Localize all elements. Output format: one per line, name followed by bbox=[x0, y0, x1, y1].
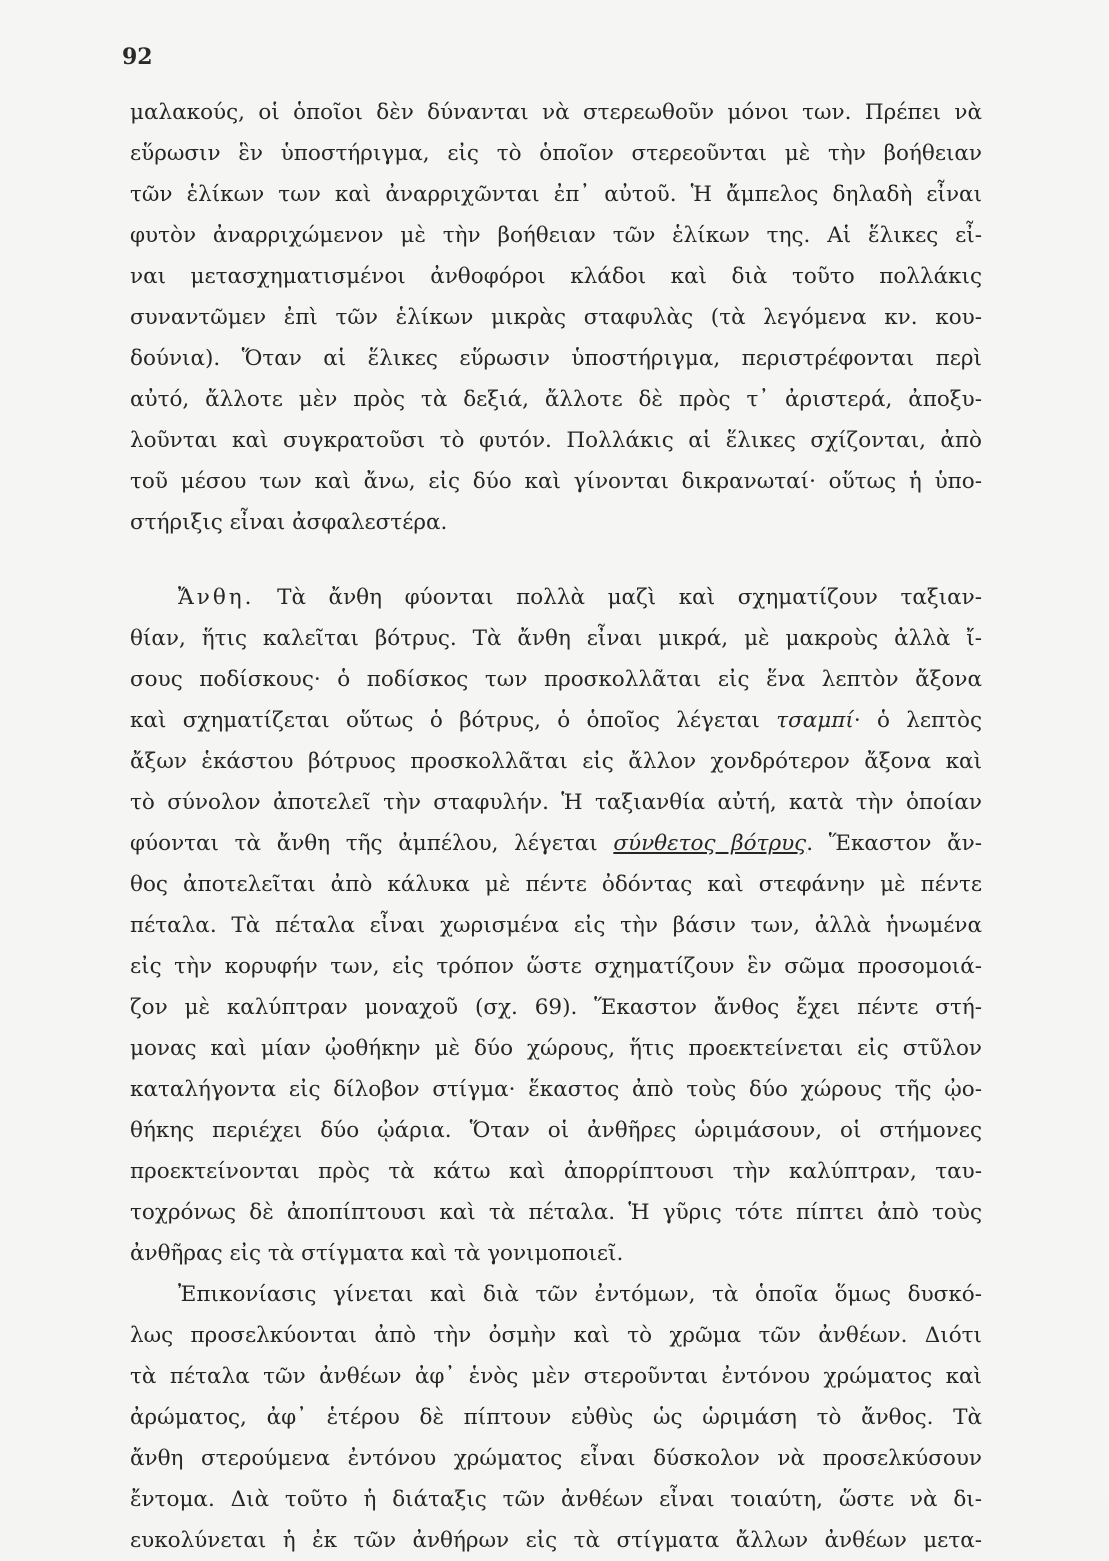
text-line: θίαν, ἥτις καλεῖται βότρυς. Τὰ ἄνθη εἶναι μικρά, μὲ μακροὺς ἀλλὰ ἴ- bbox=[130, 626, 982, 651]
text-line: σους ποδίσκους· ὁ ποδίσκος των προσκολλᾶται εἰς ἕνα λεπτὸν ἄξονα bbox=[130, 667, 982, 692]
text-line: λοῦνται καὶ συγκρατοῦσι τὸ φυτόν. Πολλάκις αἱ ἕλικες σχίζονται, ἀπὸ bbox=[130, 428, 982, 453]
text-line: αὐτό, ἄλλοτε μὲν πρὸς τὰ δεξιά, ἄλλοτε δὲ πρὸς τ᾽ ἀριστερά, ἀποξυ- bbox=[130, 387, 982, 412]
text-run: Τὰ ἄνθη φύονται πολλὰ μαζὶ καὶ σχηματίζουν ταξιαν- bbox=[277, 585, 982, 610]
text-run: · ὁ λεπτὸς bbox=[853, 708, 982, 733]
term-italic: τσαμπί bbox=[776, 708, 854, 733]
text-line: συναντῶμεν ἐπὶ τῶν ἑλίκων μικρὰς σταφυλὰς (τὰ λεγόμενα κν. κου- bbox=[130, 305, 982, 330]
text-line: ἄνθη στερούμενα ἐντόνου χρώματος εἶναι δύσκολον νὰ προσελκύσουν bbox=[130, 1446, 982, 1471]
paragraph-gap bbox=[130, 543, 982, 577]
text-line: λως προσελκύονται ἀπὸ τὴν ὀσμὴν καὶ τὸ χρῶμα τῶν ἀνθέων. Διότι bbox=[130, 1323, 982, 1348]
text-line: δούνια). Ὅταν αἱ ἕλικες εὕρωσιν ὑποστήριγμα, περιστρέφονται περὶ bbox=[130, 346, 982, 371]
text-line: τὸ σύνολον ἀποτελεῖ τὴν σταφυλήν. Ἡ ταξιανθία αὐτή, κατὰ τὴν ὁποίαν bbox=[130, 790, 982, 815]
paragraph-flowers bbox=[130, 577, 982, 1274]
text-line: μονας καὶ μίαν ᾠοθήκην μὲ δύο χώρους, ἥτις προεκτείνεται εἰς στῦλον bbox=[130, 1036, 982, 1061]
text-run: . Ἕκαστον ἄν- bbox=[806, 831, 982, 856]
text-line: Ἐπικονίασις γίνεται καὶ διὰ τῶν ἐντόμων, τὰ ὁποῖα ὅμως δυσκό- bbox=[178, 1282, 982, 1307]
text-line: ἀρώματος, ἀφ᾽ ἑτέρου δὲ πίπτουν εὐθὺς ὡς ὡριμάση τὸ ἄνθος. Τὰ bbox=[130, 1405, 982, 1430]
text-line: ἀνθῆρας εἰς τὰ στίγματα καὶ τὰ γονιμοποιεῖ. bbox=[130, 1241, 624, 1266]
text-line: προεκτείνονται πρὸς τὰ κάτω καὶ ἀπορρίπτουσι τὴν καλύπτραν, ταυ- bbox=[130, 1159, 982, 1184]
text-line: πέταλα. Τὰ πέταλα εἶναι χωρισμένα εἰς τὴν βάσιν των, ἀλλὰ ἡνωμένα bbox=[130, 913, 982, 938]
text-line: ἔντομα. Διὰ τοῦτο ἡ διάταξις τῶν ἀνθέων εἶναι τοιαύτη, ὥστε νὰ δι- bbox=[130, 1487, 982, 1512]
text-run: καὶ σχηματίζεται οὕτως ὁ βότρυς, ὁ ὁποῖος λέγεται bbox=[130, 708, 777, 733]
text-line: καταλήγοντα εἰς δίλοβον στίγμα· ἕκαστος ἀπὸ τοὺς δύο χώρους τῆς ᾠο- bbox=[130, 1077, 982, 1102]
text-line: ευκολύνεται ἡ ἐκ τῶν ἀνθήρων εἰς τὰ στίγματα ἄλλων ἀνθέων μετα- bbox=[130, 1528, 982, 1553]
text-line: στήριξις εἶναι ἀσφαλεστέρα. bbox=[130, 510, 448, 535]
term-italic: σύνθετος βότρυς bbox=[613, 831, 807, 856]
body-text bbox=[130, 92, 982, 1561]
paragraph-pollination bbox=[130, 1274, 982, 1561]
text-line: εἰς τὴν κορυφήν των, εἰς τρόπον ὥστε σχηματίζουν ἓν σῶμα προσομοιά- bbox=[130, 954, 982, 979]
text-line: θος ἀποτελεῖται ἀπὸ κάλυκα μὲ πέντε ὀδόντας καὶ στεφάνην μὲ πέντε bbox=[130, 872, 982, 897]
text-line: θήκης περιέχει δύο ᾠάρια. Ὅταν οἱ ἀνθῆρες ὡριμάσουν, οἱ στήμονες bbox=[130, 1118, 982, 1143]
page-number: 92 bbox=[122, 44, 153, 70]
text-line: ναι μετασχηματισμένοι ἀνθοφόροι κλάδοι καὶ διὰ τοῦτο πολλάκις bbox=[130, 264, 982, 289]
text-line: τῶν ἑλίκων των καὶ ἀναρριχῶνται ἐπ᾽ αὐτοῦ. Ἡ ἄμπελος δηλαδὴ εἶναι bbox=[130, 182, 982, 207]
text-line: τὰ πέταλα τῶν ἀνθέων ἀφ᾽ ἑνὸς μὲν στεροῦνται ἐντόνου χρώματος καὶ bbox=[130, 1364, 982, 1389]
text-line: εὕρωσιν ἓν ὑποστήριγμα, εἰς τὸ ὁποῖον στερεοῦνται μὲ τὴν βοήθειαν bbox=[130, 141, 982, 166]
text-line bbox=[130, 577, 982, 618]
text-run: φύονται τὰ ἄνθη τῆς ἀμπέλου, λέγεται bbox=[130, 831, 614, 856]
section-heading: Ἄνθη. bbox=[178, 585, 255, 610]
text-line bbox=[130, 823, 982, 864]
text-line: τοχρόνως δὲ ἀποπίπτουσι καὶ τὰ πέταλα. Ἡ γῦρις τότε πίπτει ἀπὸ τοὺς bbox=[130, 1200, 982, 1225]
text-line: ζον μὲ καλύπτραν μοναχοῦ (σχ. 69). Ἕκαστον ἄνθος ἔχει πέντε στή- bbox=[130, 995, 982, 1020]
text-line bbox=[130, 700, 982, 741]
text-line: φυτὸν ἀναρριχώμενον μὲ τὴν βοήθειαν τῶν ἑλίκων της. Αἱ ἕλικες εἶ- bbox=[130, 223, 982, 248]
text-line: τοῦ μέσου των καὶ ἄνω, εἰς δύο καὶ γίνονται δικρανωταί· οὕτως ἡ ὑπο- bbox=[130, 469, 982, 494]
paragraph-tendrils bbox=[130, 92, 982, 543]
text-line: ἄξων ἑκάστου βότρυος προσκολλᾶται εἰς ἄλλον χονδρότερον ἄξονα καὶ bbox=[130, 749, 982, 774]
text-line: μαλακούς, οἱ ὁποῖοι δὲν δύνανται νὰ στερεωθοῦν μόνοι των. Πρέπει νὰ bbox=[130, 100, 982, 125]
